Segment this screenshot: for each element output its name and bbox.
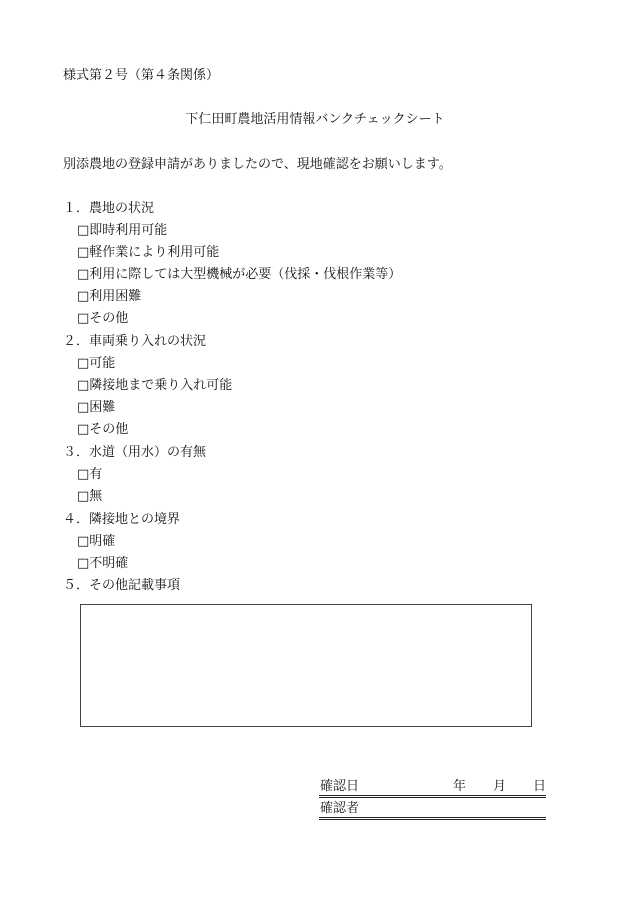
- section-title: ３．水道（用水）の有無: [63, 445, 207, 460]
- intro-text: 別添農地の登録申請がありましたので、現地確認をお願いします。: [63, 157, 452, 172]
- year-label: 年: [453, 779, 467, 794]
- option-checkbox[interactable]: □明確: [77, 534, 116, 549]
- option-checkbox[interactable]: □即時利用可能: [77, 223, 168, 238]
- signature-underline: [319, 817, 546, 820]
- other-notes-box[interactable]: [80, 604, 532, 727]
- option-checkbox[interactable]: □その他: [77, 311, 129, 326]
- signature-underline: [319, 795, 546, 798]
- confirmation-date-label: 確認日: [320, 779, 360, 794]
- option-checkbox[interactable]: □利用に際しては大型機械が必要（伐採・伐根作業等）: [77, 267, 402, 282]
- section-title: ２．車両乗り入れの状況: [63, 334, 207, 349]
- confirmation-date-row: [319, 779, 546, 795]
- option-checkbox[interactable]: □困難: [77, 400, 116, 415]
- option-checkbox[interactable]: □有: [77, 467, 103, 482]
- day-label: 日: [533, 779, 547, 794]
- option-checkbox[interactable]: □不明確: [77, 556, 129, 571]
- option-checkbox[interactable]: □可能: [77, 356, 116, 371]
- option-checkbox[interactable]: □その他: [77, 422, 129, 437]
- month-label: 月: [493, 779, 507, 794]
- section-title: １．農地の状況: [63, 201, 155, 216]
- option-checkbox[interactable]: □無: [77, 489, 103, 504]
- confirmer-row: [319, 801, 546, 817]
- confirmer-label: 確認者: [320, 801, 360, 816]
- form-number: 様式第２号（第４条関係）: [63, 68, 220, 83]
- page-title: 下仁田町農地活用情報バンクチェックシート: [185, 112, 445, 127]
- option-checkbox[interactable]: □利用困難: [77, 289, 142, 304]
- section-title: ４．隣接地との境界: [63, 512, 181, 527]
- option-checkbox[interactable]: □軽作業により利用可能: [77, 245, 220, 260]
- option-checkbox[interactable]: □隣接地まで乗り入れ可能: [77, 378, 233, 393]
- section-title: ５．その他記載事項: [63, 578, 181, 593]
